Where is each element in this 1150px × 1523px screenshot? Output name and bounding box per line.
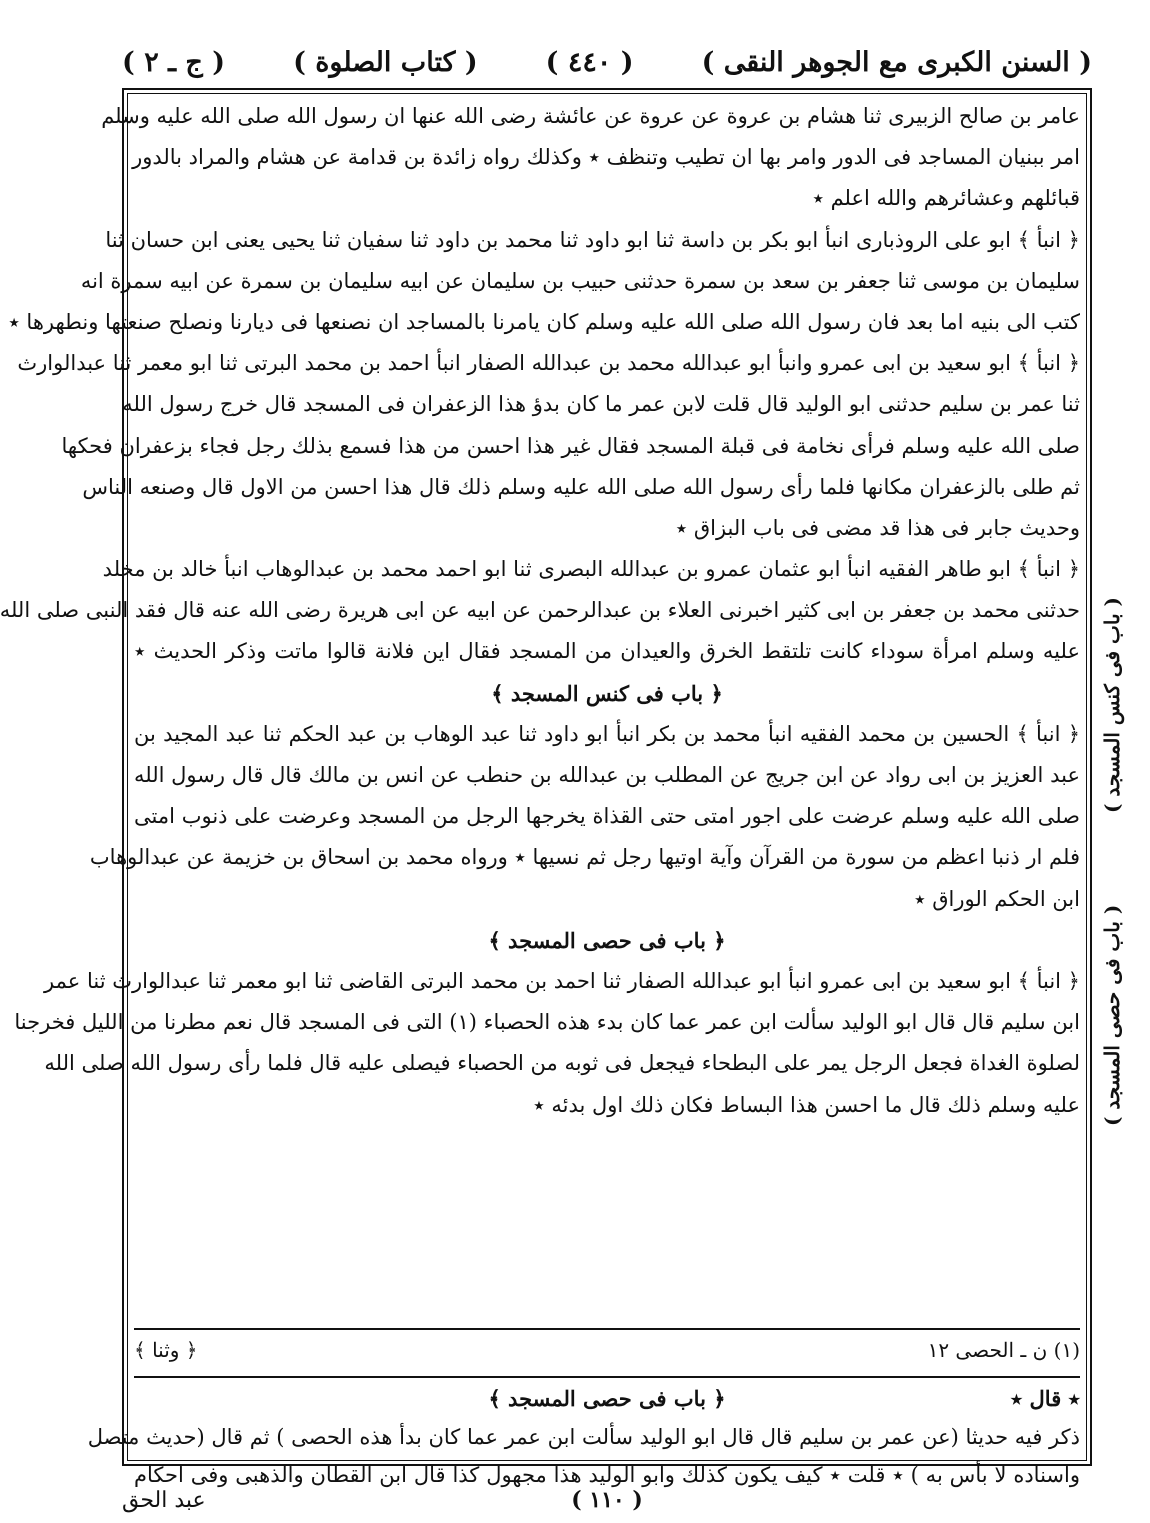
footer-page-number: ( ١١٠ ) <box>571 1487 643 1513</box>
text-line: ﴿ انبأ ﴾ ابو طاهر الفقيه انبأ ابو عثمان عمرو بن عبدالله البصرى ثنا ابو احمد محمد بن عبدالوهاب انبأ خالد بن مخلد <box>102 557 1080 582</box>
text-line: ابن سليم قال قال ابو الوليد سألت ابن عمر عما كان بدء هذه الحصباء (١) التى فى المسجد قال نعم مطرنا من الليل فخرجنا <box>14 1010 1080 1035</box>
footnote-row <box>134 1328 1080 1370</box>
book-title: ( السنن الكبرى مع الجوهر النقى ) <box>701 46 1092 78</box>
text-line: ﴿ انبأ ﴾ ابو سعيد بن ابى عمرو انبأ ابو عبدالله الصفار ثنا احمد بن محمد البرتى القاضى ثنا ابو معمر ثنا عبدالوارث ثنا عمر <box>44 968 1080 993</box>
text-line: عليه وسلم امرأة سوداء كانت تلتقط الخرق والعيدان من المسجد فقال اين فلانة قالوا ماتت وذكر الحديث ٭ <box>134 639 1080 664</box>
margin-note: ( باب فى كنس المسجد ) <box>1100 597 1124 813</box>
footnote-variant: ﴿ وثنا ﴾ <box>134 1338 198 1362</box>
footnote-text: (١) ن ـ الحصى ١٢ <box>927 1338 1080 1362</box>
text-line: ﴿ انبأ ﴾ الحسين بن محمد الفقيه انبأ محمد بن بكر انبأ ابو داود ثنا عبد الوهاب بن عبد الحكم ثنا عبد المجيد بن <box>134 721 1080 746</box>
text-line: حدثنى محمد بن جعفر بن ابى كثير اخبرنى العلاء بن عبدالرحمن عن ابيه عن ابى هريرة رضى الله عنه قال فقد النبى صلى الله <box>0 598 1080 623</box>
header-page-number: ( ٤٤٠ ) <box>545 46 634 78</box>
text-line: ابن الحكم الوراق ٭ <box>914 886 1080 911</box>
main-text <box>0 96 1080 1326</box>
commentary-title: ﴿ باب فى حصى المسجد ﴾ <box>488 1385 726 1411</box>
chapter-heading: ﴿ باب فى كنس المسجد ﴾ <box>491 680 723 706</box>
text-line: قبائلهم وعشائرهم والله اعلم ٭ <box>812 186 1080 211</box>
commentary-line: ذكر فيه حديثا (عن عمر بن سليم قال قال ابو الوليد سألت ابن عمر عما كان بدأ هذه الحصى ) ثم قال (حديث متصل <box>87 1425 1080 1449</box>
text-line: عامر بن صالح الزبيرى ثنا هشام بن عروة عن عروة عن عائشة رضى الله عنها ان رسول الله صلى الله عليه وسلم <box>101 104 1080 128</box>
text-line: ثنا عمر بن سليم حدثنى ابو الوليد قال قلت لابن عمر ما كان بدؤ هذا الزعفران فى المسجد قال خرج رسول الله <box>122 392 1080 417</box>
text-line: سليمان بن موسى ثنا جعفر بن سعد بن سمرة حدثنى حبيب بن سليمان عن ابيه سليمان بن سمرة عن ابيه سمرة انه <box>80 268 1080 293</box>
qal-label: ٭ قال ٭ <box>1010 1385 1080 1411</box>
commentary-line: واسناده لا بأس به ) ٭ قلت ٭ كيف يكون كذلك وابو الوليد هذا مجهول كذا قال ابن القطان والذهبى وفى احكام <box>134 1463 1080 1487</box>
text-line: ثم طلى بالزعفران مكانها فلما رأى رسول الله صلى الله عليه وسلم ذلك قال هذا احسن من الاول قال وصنعه الناس <box>82 474 1080 499</box>
commentary-header <box>134 1378 1080 1418</box>
text-line: صلى الله عليه وسلم عرضت على اجور امتى حتى القذاة يخرجها الرجل من المسجد وعرضت على ذنوب امتى <box>134 804 1080 829</box>
page-footer <box>122 1484 1092 1516</box>
text-line: ﴿ انبأ ﴾ ابو سعيد بن ابى عمرو وانبأ ابو عبدالله محمد بن عبدالله الصفار انبأ احمد بن محمد البرتى ثنا ابو معمر ثنا عبدالوارث <box>17 351 1080 376</box>
commentary-section <box>87 1376 1080 1494</box>
chapter-heading: ﴿ باب فى حصى المسجد ﴾ <box>488 927 726 953</box>
margin-note: ( باب فى حصى المسجد ) <box>1100 904 1124 1126</box>
text-line: فلم ار ذنبا اعظم من سورة من القرآن وآية اوتيها رجل ثم نسيها ٭ ورواه محمد بن اسحاق بن خزيمة عن عبدالوهاب <box>89 845 1080 870</box>
text-line: عبد العزيز بن ابى رواد عن ابن جريج عن المطلب بن عبدالله بن حنطب عن انس بن مالك قال قال رسول الله <box>134 763 1080 787</box>
text-line: وحديث جابر فى هذا قد مضى فى باب البزاق ٭ <box>675 515 1080 540</box>
text-line: لصلوة الغداة فجعل الرجل يمر على البطحاء فيجعل فى ثوبه من الحصباء فيصلى عليه قال فلما رأى رسول الله صلى الله <box>44 1051 1080 1076</box>
volume-number: ( ج ـ ٢ ) <box>122 46 226 78</box>
text-frame <box>0 88 1092 1487</box>
text-line: كتب الى بنيه اما بعد فان رسول الله صلى الله عليه وسلم كان يامرنا بالمساجد ان نصنعها فى ديارنا ونصلح صنعتها ونطهرها ٭ <box>8 309 1080 334</box>
text-line: ﴿ انبأ ﴾ ابو على الروذبارى انبأ ابو بكر بن داسة ثنا ابو داود ثنا محمد بن داود ثنا سفيان ثنا يحيى يعنى ابن حسان ثنا <box>105 227 1080 252</box>
text-line: صلى الله عليه وسلم فرأى نخامة فى قبلة المسجد فقال غير هذا احسن من هذا فسمع بذلك رجل فجاء بزعفران فحكها <box>61 433 1080 458</box>
signature: عبد الحق <box>122 1487 206 1513</box>
text-line: امر ببنيان المساجد فى الدور وامر بها ان تطيب وتنظف ٭ وكذلك رواه زائدة بن قدامة عن هشام والمراد بالدور <box>132 145 1080 170</box>
page-header <box>122 42 1092 82</box>
text-line: عليه وسلم ذلك قال ما احسن هذا البساط فكان ذلك اول بدئه ٭ <box>533 1092 1080 1117</box>
chapter-name: ( كتاب الصلوة ) <box>293 46 478 78</box>
